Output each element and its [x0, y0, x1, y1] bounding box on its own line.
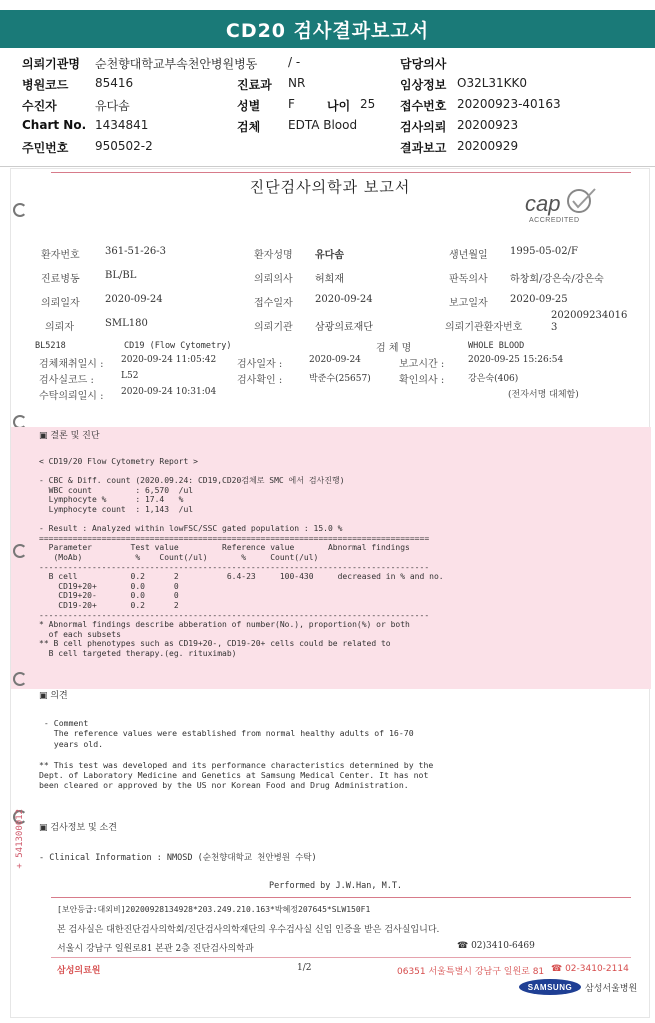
field-value: 361-51-26-3 [105, 246, 167, 257]
lab-phone: ☎ 02)3410-6469 [457, 941, 535, 951]
header-label: 검체 [237, 120, 261, 134]
header-label: 의뢰기관명 [22, 57, 80, 71]
field-value: 2020-09-24 11:05:42 [121, 355, 217, 365]
field-value: 유다솜 [315, 250, 344, 261]
comment-block: - Comment The reference values were established from normal healthy adults of 16-70 years old. ** This test was developed and its performance characteristics determined by the Dept. of Laboratory Medicine and Genetics at Samsung Medical Center. It has not been cleared or approved by the US nor Korean Food and Drug Administration. [39, 718, 434, 791]
flow-cytometry-report: < CD19/20 Flow Cytometry Report > - CBC & Diff. count (2020.09.24: CD19,CD20검체로 SMC 에서 검사진행) WBC count : 6,570 /ul Lymphocyte % : 17.4 % Lymphocyte count : 1,143 /ul - Result : Analyzed within lowFSC/SSC gated population : 15.0 % ================================================================================= Parameter Test value Reference value Abnormal findings (MoAb) % Count(/ul) % Count(/ul) --------------------------------------------------------------------------------- B cell 0.2 2 6.4-23 100-430 decreased in % and no. CD19+20+ 0.0 0 CD19+20- 0.0 0 CD19-20+ 0.2 2 --------------------------------------------------------------------------------- * Abnormal findings describe abberation of number(No.), proportion(%) or both of each subsets ** B cell phenotypes such as CD19+20-, CD19-20+ cells could be related to B cell targeted therapy.(eg. rituximab) [39, 457, 444, 658]
field-value: 1995-05-02/F [510, 246, 578, 257]
certification-note: 본 검사실은 대한진단검사의학회/진단검사의학재단의 우수검사실 신임 인증을 받은 검사실입니다. [57, 925, 440, 935]
header-label: 결과보고 [400, 141, 447, 155]
report-title: CD20 검사결과보고서 [225, 19, 430, 42]
field-label: 확인의사 : [399, 375, 445, 386]
header-label: 주민번호 [22, 141, 69, 155]
header-label: 성별 [237, 99, 261, 113]
test-code: BL5218 [35, 341, 66, 351]
field-label: 의뢰의사 [254, 274, 293, 285]
e-signature-note: (전자서명 대체함) [508, 390, 579, 400]
binder-hole [13, 544, 27, 558]
side-serial-number: + 541300012 [15, 809, 25, 869]
field-value: 삼광의료재단 [315, 322, 373, 333]
cap-checkmark-icon [565, 187, 599, 215]
field-label: 검체채취일시 : [39, 359, 104, 370]
performed-by: Performed by J.W.Han, M.T. [269, 881, 403, 891]
header-value: O32L31KK0 [457, 76, 528, 90]
header-value: 유다솜 [95, 99, 130, 113]
specimen-value: WHOLE BLOOD [468, 341, 525, 351]
header-value: 85416 [95, 76, 134, 90]
header-label: 진료과 [237, 78, 272, 92]
field-value: 하창회/강은숙/강은숙 [510, 274, 604, 285]
field-label: 환자번호 [41, 250, 80, 261]
field-label: 생년월일 [449, 250, 488, 261]
cap-accredited-logo: cap ACCREDITED [521, 187, 601, 227]
field-label: 의뢰자 [45, 322, 74, 333]
hospital-address: 06351 서울특별시 강남구 일원로 81 [397, 967, 545, 977]
header-label: Chart No. [22, 118, 87, 132]
field-value: 2020-09-25 15:26:54 [468, 355, 564, 365]
field-label: 환자성명 [254, 250, 293, 261]
hospital-brand: 삼성의료원 [57, 966, 101, 976]
header-value: 20200923-40163 [457, 97, 561, 111]
field-label: 검사확인 : [237, 375, 283, 386]
clinical-information: - Clinical Information : NMOSD (순천향대학교 천안병원 수탁) [39, 853, 317, 863]
field-value: 강은숙(406) [468, 374, 519, 384]
header-label: 나이 [327, 99, 351, 113]
footer-bottom-rule [51, 957, 631, 958]
section-info-title: ▣ 검사정보 및 소견 [39, 823, 117, 833]
report-title-bar [0, 10, 655, 48]
header-value: 20200929 [457, 139, 519, 153]
specimen-label: 검 체 명 [376, 343, 412, 354]
header-label: 병원코드 [22, 78, 69, 92]
samsung-hospital-name: 삼성서울병원 [585, 984, 638, 994]
field-label: 판독의사 [449, 274, 488, 285]
field-value: 2020-09-24 [315, 294, 373, 305]
field-value: 2020-09-24 10:31:04 [121, 387, 217, 397]
header-label: 접수번호 [400, 99, 447, 113]
field-label: 의뢰기관환자번호 [445, 322, 523, 333]
header-value: NR [288, 76, 306, 90]
section-conclusion-title: ▣ 결론 및 진단 [39, 431, 100, 441]
field-label: 의뢰기관 [254, 322, 293, 333]
field-value: SML180 [105, 318, 148, 329]
field-value: BL/BL [105, 270, 137, 281]
field-label: 보고일자 [449, 298, 488, 309]
field-value: 박준수(25657) [309, 374, 371, 384]
header-value: 25 [360, 97, 376, 111]
field-label: 보고시간 : [399, 359, 445, 370]
section-opinion-title: ▣ 의견 [39, 691, 68, 701]
field-label: 의뢰일자 [41, 298, 80, 309]
binder-hole [13, 203, 27, 217]
lab-report-page [10, 168, 650, 1018]
field-label: 접수일자 [254, 298, 293, 309]
field-value: 2020-09-25 [510, 294, 568, 305]
top-red-rule [51, 172, 631, 173]
security-code: [보안등급:대외비]20200928134928*203.249.210.163*박혜정207645*SLW150F1 [57, 905, 371, 914]
samsung-logo: SAMSUNG [519, 979, 581, 995]
binder-hole [13, 672, 27, 686]
field-label: 검사실코드 : [39, 375, 94, 386]
header-label: 수진자 [22, 99, 57, 113]
test-name: CD19 (Flow Cytometry) [124, 341, 232, 351]
header-divider [0, 166, 655, 167]
header-value: EDTA Blood [288, 118, 358, 132]
header-value: 순천향대학교부속천안병원병동 [95, 57, 258, 71]
field-value: 허희재 [315, 274, 344, 285]
page-number: 1/2 [297, 963, 312, 973]
field-label: 진료병동 [41, 274, 80, 285]
field-label: 수탁의뢰일시 : [39, 391, 104, 402]
header-label: 담당의사 [400, 57, 447, 71]
lab-report-title: 진단검사의학과 보고서 [249, 178, 411, 196]
header-label: 검사의뢰 [400, 120, 447, 134]
request-info-header [0, 50, 655, 166]
field-value: 2020-09-24 [105, 294, 163, 305]
header-label: 임상정보 [400, 78, 447, 92]
hospital-phone: ☎ 02-3410-2114 [551, 964, 629, 974]
field-value: L52 [121, 371, 139, 381]
header-value: 950502-2 [95, 139, 153, 153]
field-value: 202009234016 3 [551, 310, 628, 333]
lab-address: 서울시 강남구 일원로81 본관 2층 진단검사의학과 [57, 944, 254, 954]
field-value: 2020-09-24 [309, 355, 361, 365]
header-value: 20200923 [457, 118, 519, 132]
header-value: F [288, 97, 295, 111]
header-value: / - [288, 55, 301, 69]
field-label: 검사일자 : [237, 359, 283, 370]
footer-red-rule [51, 897, 631, 898]
header-value: 1434841 [95, 118, 149, 132]
